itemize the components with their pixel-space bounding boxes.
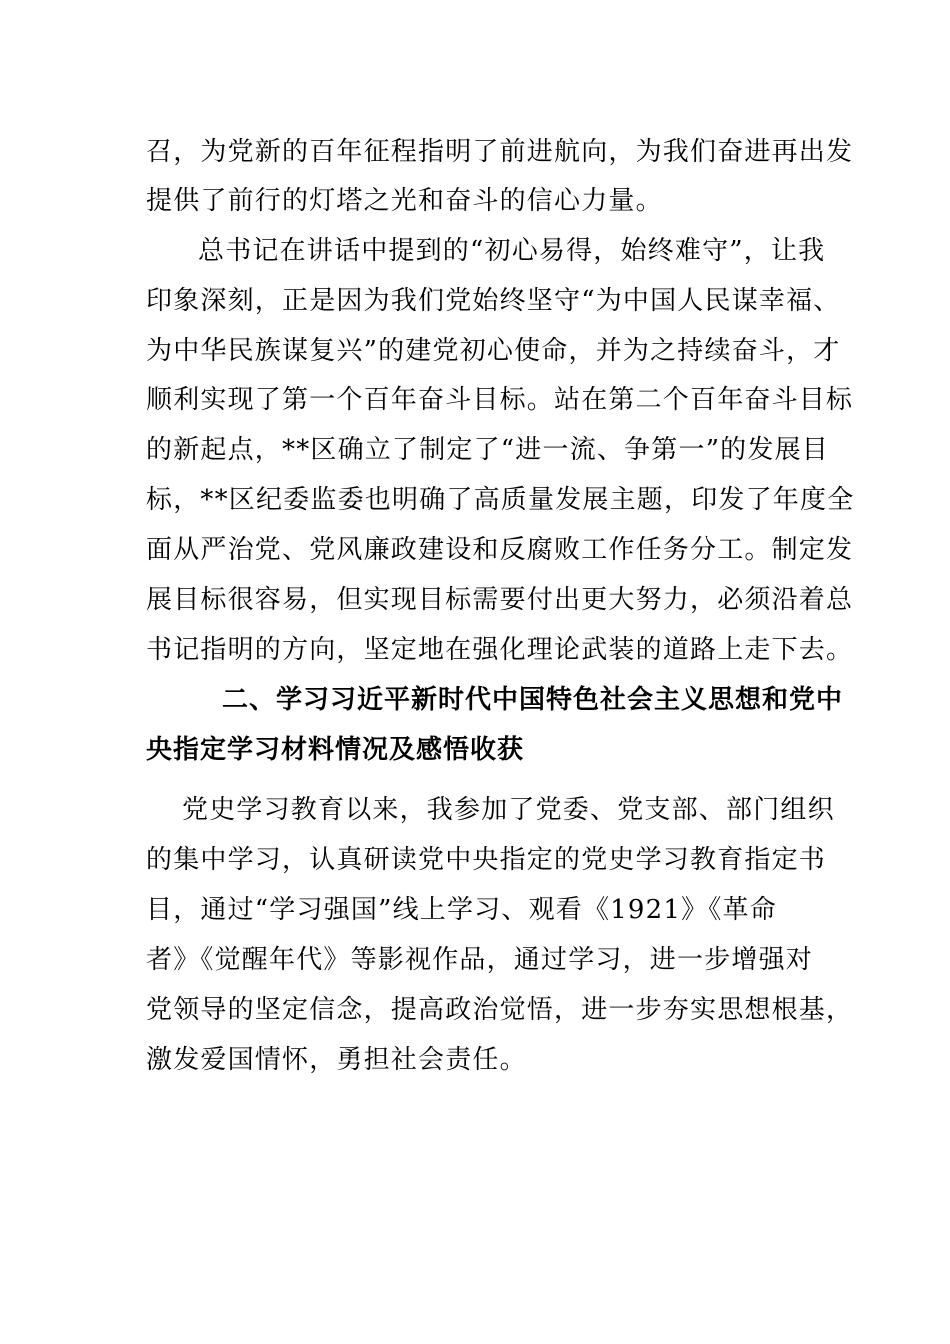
text-line: 召，为党新的百年征程指明了前进航向，为我们奋进再出发 [146,137,854,167]
text-line: 总书记在讲话中提到的“初心易得，始终难守”，让我 [198,236,826,266]
text-line: 展目标很容易，但实现目标需要付出更大努力，必须沿着总 [146,585,854,615]
text-line: 的新起点，**区确立了制定了“进一流、争第一”的发展目 [146,435,829,465]
text-line: 的集中学习，认真研读党中央指定的党史学习教育指定书 [146,845,827,875]
text-line: 党史学习教育以来，我参加了党委、党支部、部门组织 [182,795,835,825]
text-line: 提供了前行的灯塔之光和奋斗的信心力量。 [146,186,663,216]
text-line: 书记指明的方向，坚定地在强化理论武装的道路上走下去。 [146,635,854,665]
text-line: 顺利实现了第一个百年奋斗目标。站在第二个百年奋斗目标 [146,385,854,415]
text-line: 标，**区纪委监委也明确了高质量发展主题，印发了年度全 [146,485,855,515]
text-line: 激发爱国情怀，勇担社会责任。 [146,1045,527,1075]
text-line: 印象深刻，正是因为我们党始终坚守“为中国人民谋幸福、 [146,286,841,316]
heading-line: 二、学习习近平新时代中国特色社会主义思想和党中 [222,685,844,715]
text-line: 为中华民族谋复兴”的建党初心使命，并为之持续奋斗，才 [146,336,841,366]
text-line: 党领导的坚定信念，提高政治觉悟，进一步夯实思想根基， [146,995,854,1025]
text-line: 目，通过“学习强国”线上学习、观看《1921》《革命 [146,895,777,925]
text-line: 者》《觉醒年代》等影视作品，通过学习，进一步增强对 [146,945,814,975]
heading-line: 央指定学习材料情况及感悟收获 [146,735,525,765]
text-line: 面从严治党、党风廉政建设和反腐败工作任务分工。制定发 [146,535,854,565]
